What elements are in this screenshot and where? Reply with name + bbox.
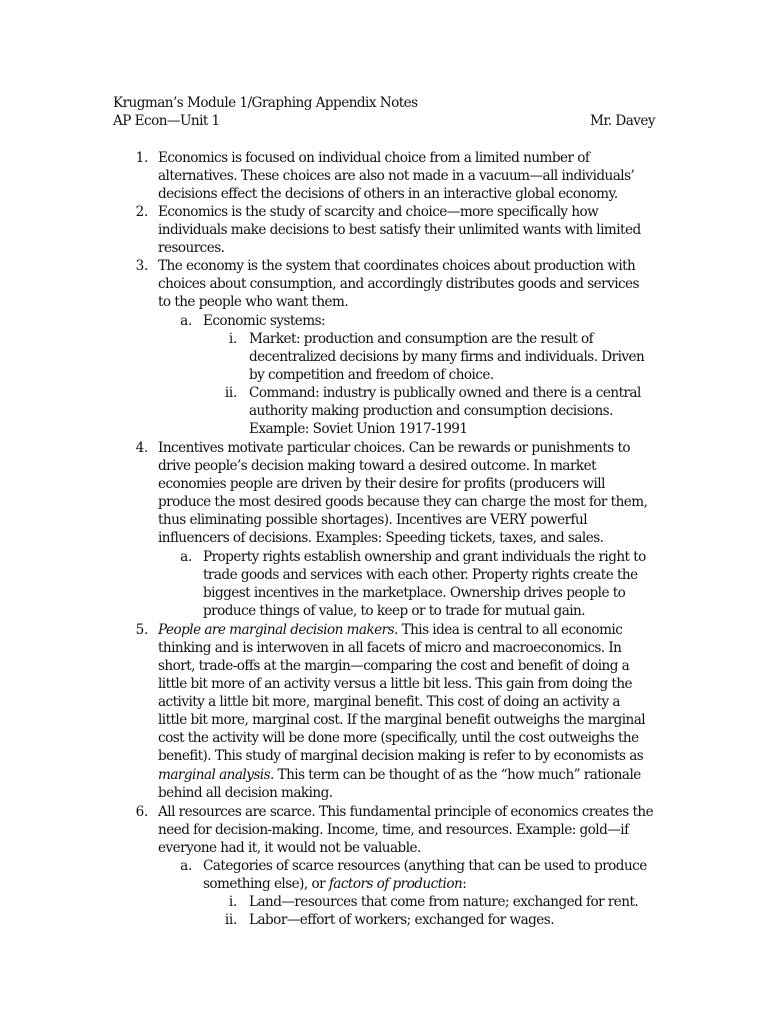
list-item-line: thus eliminating possible shortages). Incentives are VERY powerful	[158, 512, 588, 528]
subsublist-item-line: by competition and freedom of choice.	[249, 367, 494, 383]
italic-phrase: marginal analysis	[158, 767, 271, 783]
list-item-line: little bit more of an activity versus a little bit less. This gain from doing the	[158, 676, 633, 692]
sublist-item-line: trade goods and services with each other. Property rights create the	[203, 567, 638, 583]
sublist-item-line: produce things of value, to keep or to trade for mutual gain.	[203, 603, 586, 619]
sublist-marker: a.	[180, 549, 192, 565]
list-item-line: produce the most desired goods because they can charge the most for them,	[158, 494, 648, 510]
list-marker: 6.	[135, 804, 148, 820]
sublist-item-line: Categories of scarce resources (anything that can be used to produce	[203, 858, 647, 874]
teacher-name: Mr. Davey	[590, 113, 656, 129]
list-item-line: little bit more, marginal cost. If the marginal benefit outweighs the marginal	[158, 712, 646, 728]
sublist-item-line: Property rights establish ownership and grant individuals the right to	[203, 549, 646, 565]
subsublist-item-line: Command: industry is publically owned and there is a central	[249, 385, 641, 401]
list-marker: 2.	[135, 204, 148, 220]
list-item-line: to the people who want them.	[158, 294, 349, 310]
list-item-line: Economics is focused on individual choice from a limited number of	[158, 150, 590, 166]
list-item-line: cost the activity will be done more (specifically, until the cost outweighs the	[158, 730, 639, 746]
list-marker: 5.	[135, 622, 148, 638]
list-item-line: Incentives motivate particular choices. Can be rewards or punishments to	[158, 440, 631, 456]
list-item-line: benefit). This study of marginal decision making is refer to by economists as	[158, 748, 644, 764]
subsublist-marker: i.	[228, 894, 237, 910]
sublist-item-line: Economic systems:	[203, 313, 326, 329]
list-item-line: drive people’s decision making toward a desired outcome. In market	[158, 458, 597, 474]
sublist-item-line: something else), or factors of production:	[203, 876, 467, 892]
list-item-line: behind all decision making.	[158, 785, 333, 801]
list-marker: 3.	[135, 258, 148, 274]
list-item-line: decisions effect the decisions of others in an interactive global economy.	[158, 186, 618, 202]
subsublist-item-line: Land—resources that come from nature; exchanged for rent.	[249, 894, 639, 910]
subsublist-item-line: Labor—effort of workers; exchanged for wages.	[249, 912, 554, 928]
course-label: AP Econ—Unit 1	[113, 113, 220, 129]
list-item-line: individuals make decisions to best satisfy their unlimited wants with limited	[158, 222, 641, 238]
list-item-line: The economy is the system that coordinates choices about production with	[158, 258, 636, 274]
list-item-line: choices about consumption, and accordingly distributes goods and services	[158, 276, 639, 292]
sublist-marker: a.	[180, 313, 192, 329]
sublist-marker: a.	[180, 858, 192, 874]
list-item-line: influencers of decisions. Examples: Speeding tickets, taxes, and sales.	[158, 530, 604, 546]
list-item-line: economies people are driven by their desire for profits (producers will	[158, 476, 605, 492]
list-item-line: People are marginal decision makers. This idea is central to all economic	[158, 622, 623, 638]
subsublist-item-line: Example: Soviet Union 1917-1991	[249, 421, 468, 437]
italic-phrase: factors of production	[328, 876, 463, 892]
subsublist-item-line: decentralized decisions by many firms and individuals. Driven	[249, 349, 645, 365]
list-item-line: need for decision-making. Income, time, and resources. Example: gold—if	[158, 822, 629, 838]
list-item-line: thinking and is interwoven in all facets of micro and macroeconomics. In	[158, 640, 622, 656]
list-item-line: resources.	[158, 240, 225, 256]
list-item-line: everyone had it, it would not be valuable.	[158, 840, 421, 856]
subsublist-marker: ii.	[224, 385, 237, 401]
subsublist-marker: ii.	[224, 912, 237, 928]
list-item-line: Economics is the study of scarcity and choice—more specifically how	[158, 204, 599, 220]
list-marker: 1.	[135, 150, 148, 166]
list-item-line: activity a little bit more, marginal benefit. This cost of doing an activity a	[158, 694, 620, 710]
subsublist-item-line: authority making production and consumption decisions.	[249, 403, 613, 419]
subsublist-item-line: Market: production and consumption are the result of	[249, 331, 594, 347]
list-item-line: short, trade-offs at the margin—comparing the cost and benefit of doing a	[158, 658, 630, 674]
list-item-line: marginal analysis. This term can be thought of as the “how much” rationale	[158, 767, 641, 783]
document-title: Krugman’s Module 1/Graphing Appendix Notes	[113, 95, 418, 111]
subsublist-marker: i.	[228, 331, 237, 347]
italic-phrase: People are marginal decision makers.	[158, 622, 398, 638]
sublist-item-line: biggest incentives in the marketplace. Ownership drives people to	[203, 585, 626, 601]
list-marker: 4.	[135, 440, 148, 456]
list-item-line: alternatives. These choices are also not made in a vacuum—all individuals’	[158, 168, 635, 184]
list-item-line: All resources are scarce. This fundamental principle of economics creates the	[158, 804, 654, 820]
